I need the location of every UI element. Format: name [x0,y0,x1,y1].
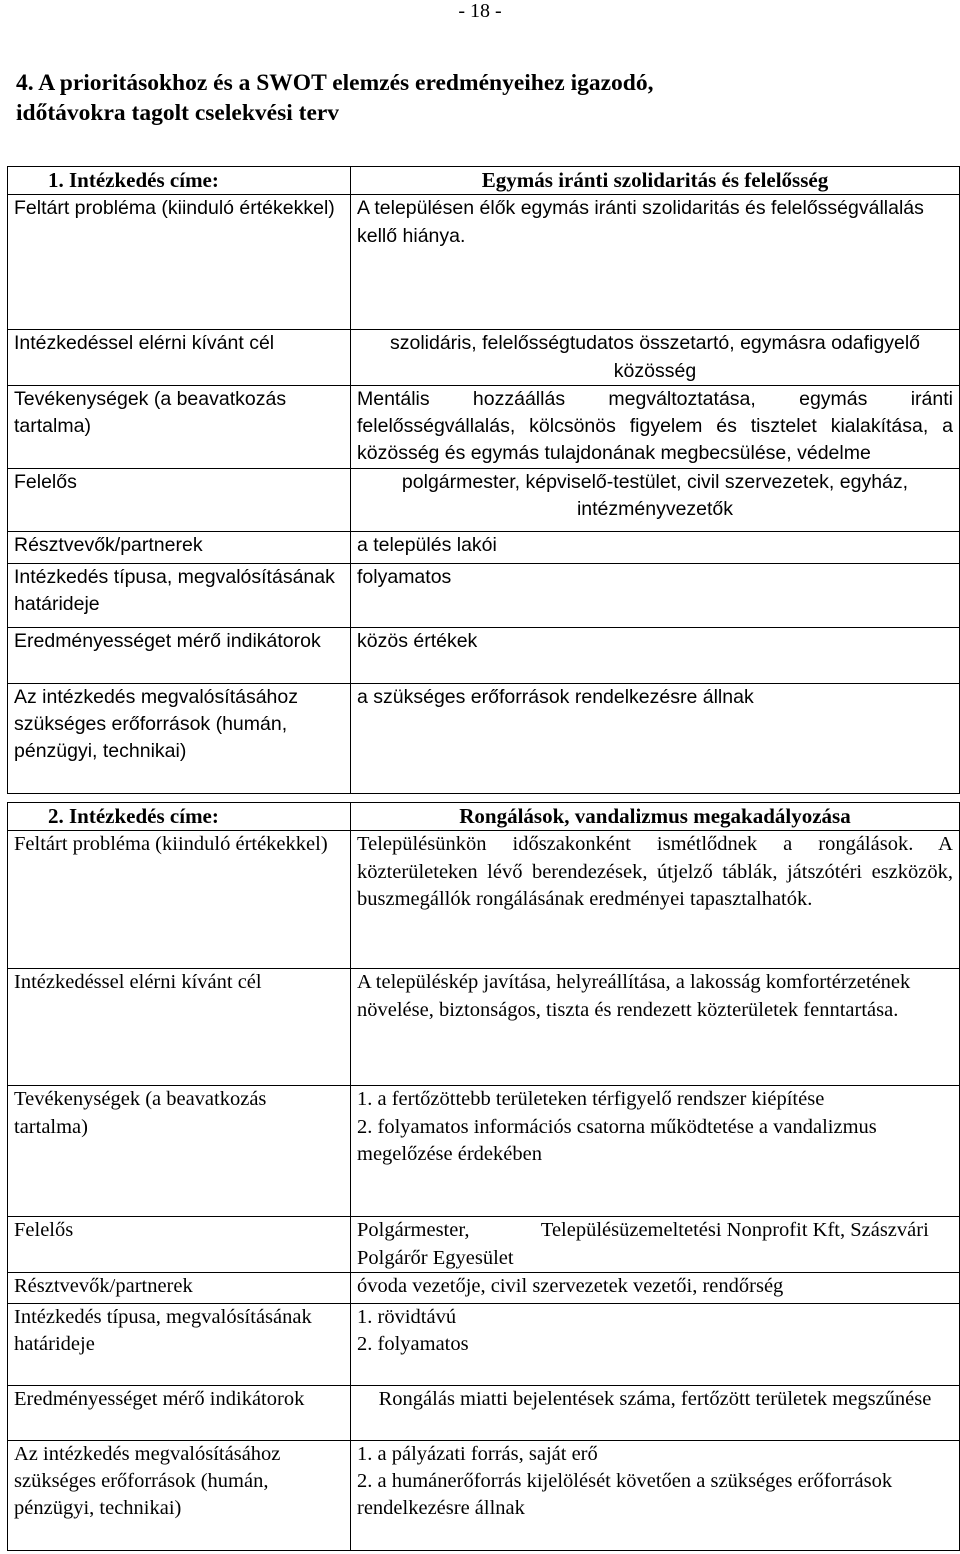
measure-2-row [8,1303,960,1385]
measure-1-row [8,683,960,793]
measure-1-row-label: Résztvevők/partnerek [8,531,351,563]
measure-1-row-label: Tevékenységek (a beavatkozás tartalma) [8,385,351,468]
measure-1-row [8,627,960,683]
measure-1-row-value: A településen élők egymás iránti szolidaritás és felelősségvállalás kellő hiánya. [351,195,960,330]
measure-2-row-value [351,1303,960,1385]
measure-2-row-value: Rongálás miatti bejelentések száma, fertőzött területek megszűnése [351,1385,960,1440]
measure-1-title-row [8,167,960,195]
measure-2-row-label: Intézkedés típusa, megvalósításának határideje [8,1303,351,1385]
measure-1-row [8,468,960,531]
measure-1-row-label: Eredményességet mérő indikátorok [8,627,351,683]
measure-1-row-label: Az intézkedés megvalósításához szükséges erőforrások (humán, pénzügyi, technikai) [8,683,351,793]
measure-1-title-label: 1. Intézkedés címe: [8,167,351,195]
measure-2-row-label: Feltárt probléma (kiinduló értékekkel) [8,831,351,969]
measure-1-row-value: polgármester, képviselő-testület, civil szervezetek, egyház, intézményvezetők [351,468,960,531]
measure-2-row-value: óvoda vezetője, civil szervezetek vezetői, rendőrség [351,1272,960,1303]
measure-1-row-label: Feltárt probléma (kiinduló értékekkel) [8,195,351,330]
measure-2-deadline-line: 1. rövidtávú [357,1305,457,1328]
measure-2-row-label: Eredményességet mérő indikátorok [8,1385,351,1440]
measure-1-row [8,330,960,386]
measure-1-row [8,195,960,330]
measure-1-row [8,563,960,627]
measure-2-activity-line: 2. folyamatos információs csatorna működtetése a vandalizmus megelőzése érdekében [357,1115,877,1165]
measure-2-row [8,1440,960,1550]
measure-1-row-value: folyamatos [351,563,960,627]
measure-2-row-value [351,1086,960,1217]
measure-2-table [7,802,960,1551]
measure-2-row [8,969,960,1086]
measure-2-deadline-line: 2. folyamatos [357,1333,469,1356]
measure-2-row-label: Felelős [8,1217,351,1273]
measure-2-row-value: Polgármester, Településüzemeltetési Nonprofit Kft, Szászvári Polgárőr Egyesület [351,1217,960,1273]
measure-1-row-label: Intézkedéssel elérni kívánt cél [8,330,351,386]
measure-1-title-value: Egymás iránti szolidaritás és felelősség [351,167,960,195]
measure-2-activity-line: 1. a fertőzöttebb területeken térfigyelő rendszer kiépítése [357,1088,825,1111]
measure-1-row [8,385,960,468]
measure-2-resource-line: 2. a humánerőforrás kijelölését követően a szükséges erőforrások rendelkezésre állnak [357,1470,893,1520]
measure-2-row [8,831,960,969]
section-heading [16,68,653,128]
measure-1-row-label: Felelős [8,468,351,531]
section-heading-line-1: 4. A prioritásokhoz és a SWOT elemzés eredményeihez igazodó, [16,70,654,96]
measure-2-row-value [351,1440,960,1550]
measure-2-row-label: Résztvevők/partnerek [8,1272,351,1303]
measure-2-row [8,1217,960,1273]
measure-2-row [8,1086,960,1217]
measure-1-row-value: a település lakói [351,531,960,563]
measure-2-row-label: Tevékenységek (a beavatkozás tartalma) [8,1086,351,1217]
measure-2-resource-line: 1. a pályázati forrás, saját erő [357,1442,598,1465]
measure-2-row [8,1272,960,1303]
measure-2-row-label: Intézkedéssel elérni kívánt cél [8,969,351,1086]
measure-2-row-value: Településünkön időszakonként ismétlődnek a rongálások. A közterületeken lévő berendezések, útjelző táblák, játszótéri eszközök, buszmegállók rongálásának eredményei tapasztalhatók. [351,831,960,969]
page-number: - 18 - [458,0,502,22]
measure-2-title-value: Rongálások, vandalizmus megakadályozása [351,803,960,831]
measure-1-row-value: Mentális hozzáállás megváltoztatása, egymás iránti felelősségvállalás, kölcsönös figyelem és tisztelet kialakítása, a közösség és egymás tulajdonának megbecsülése, védelme [351,385,960,468]
measure-1-row [8,531,960,563]
measure-1-row-value: a szükséges erőforrások rendelkezésre állnak [351,683,960,793]
measure-1-row-label: Intézkedés típusa, megvalósításának határideje [8,563,351,627]
measure-1-row-value: közös értékek [351,627,960,683]
measure-2-row-value: A településkép javítása, helyreállítása, a lakosság komfortérzetének növelése, biztonságos, tiszta és rendezett közterületek fenntartása. [351,969,960,1086]
measure-2-title-label: 2. Intézkedés címe: [8,803,351,831]
measure-1-table [7,166,960,794]
measure-2-row-label: Az intézkedés megvalósításához szükséges erőforrások (humán, pénzügyi, technikai) [8,1440,351,1550]
section-heading-line-2: időtávokra tagolt cselekvési terv [16,100,340,126]
measure-2-row [8,1385,960,1440]
measure-1-row-value: szolidáris, felelősségtudatos összetartó, egymásra odafigyelő közösség [351,330,960,386]
measure-2-title-row [8,803,960,831]
